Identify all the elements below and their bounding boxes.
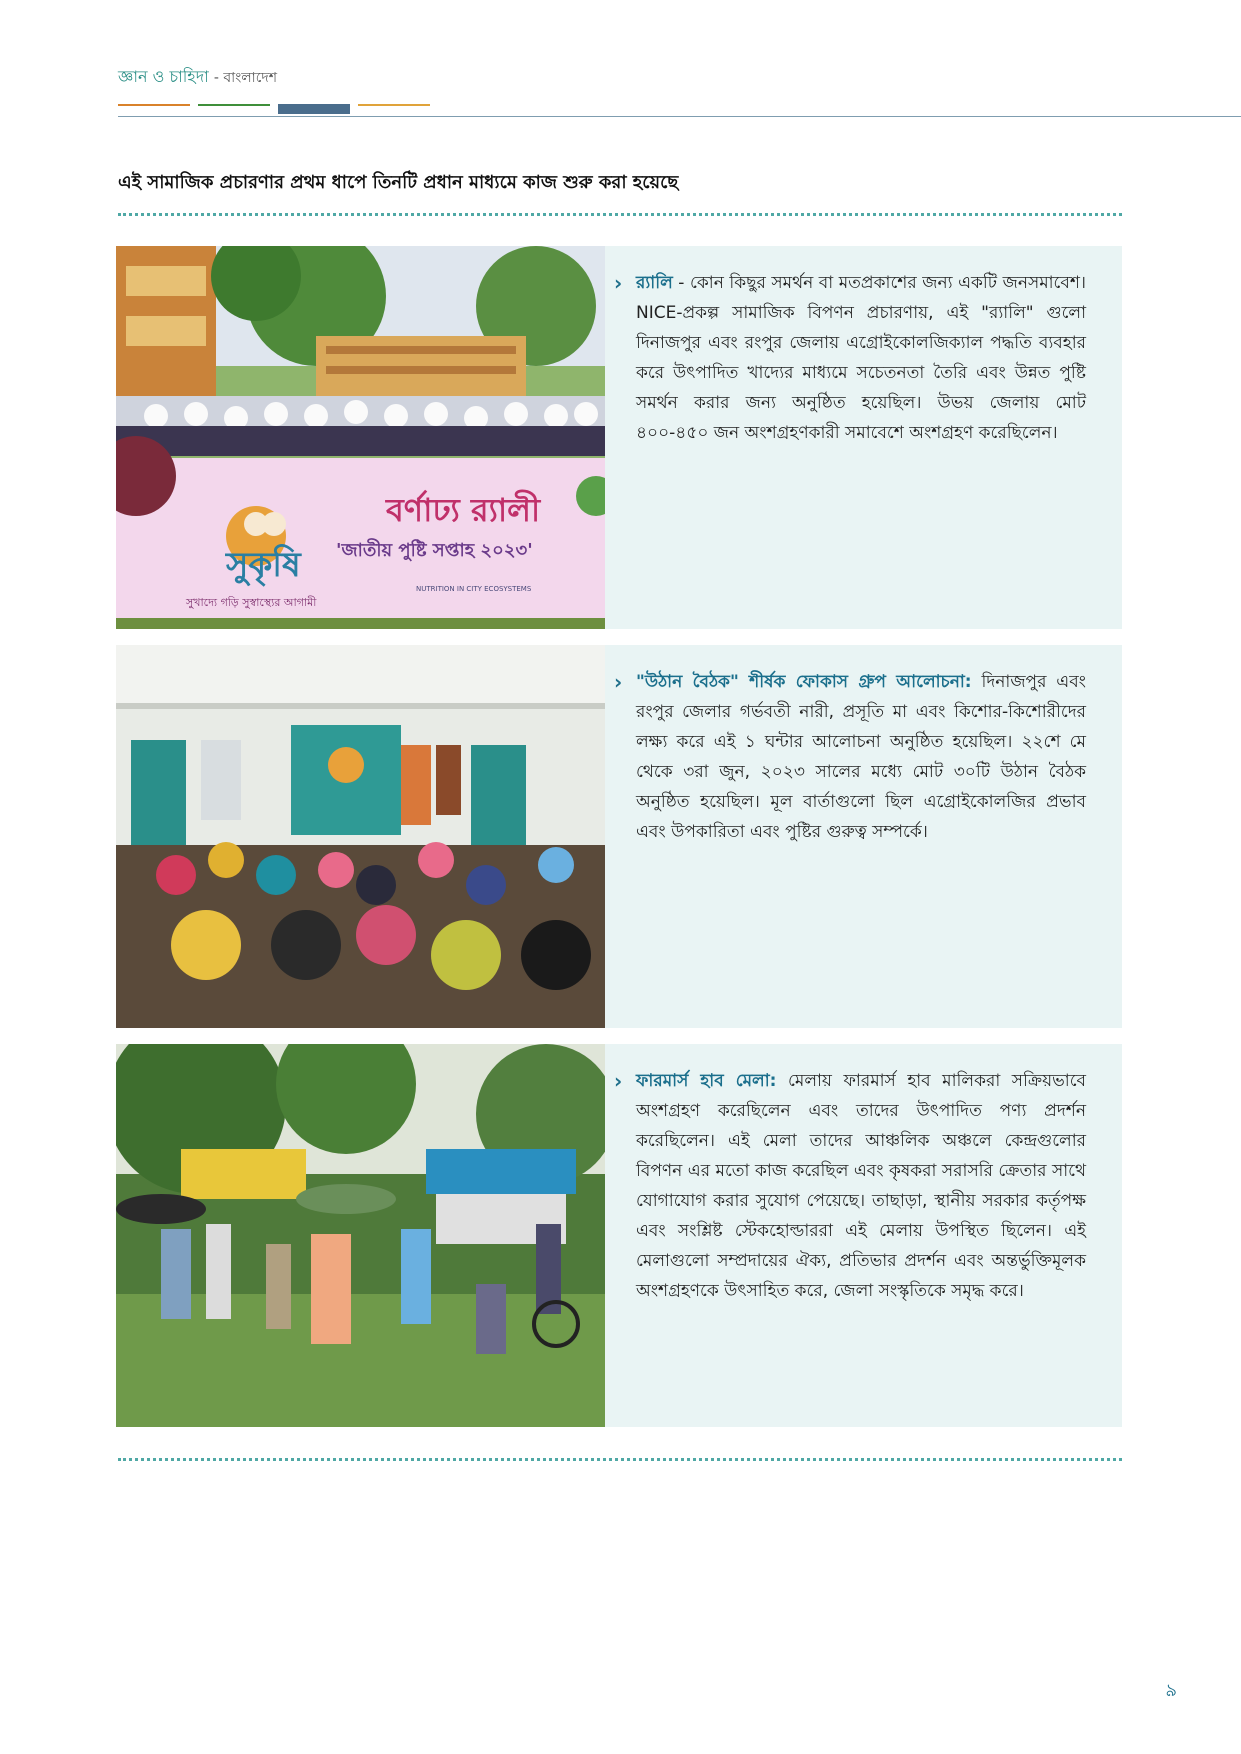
banner-partner: NUTRITION IN CITY ECOSYSTEMS [416,585,532,593]
rally-photo [116,246,605,629]
bullet-chevron-icon: › [614,670,623,694]
rally-lead: র‍্যালি [636,273,673,293]
section-heading: এই সামাজিক প্রচারণার প্রথম ধাপে তিনটি প্রধান মাধ্যমে কাজ শুরু করা হয়েছে [118,172,679,193]
banner-tagline: সুখাদ্যে গড়ি সুস্বাস্থ্যের আগামী [186,596,317,609]
fair-lead: ফারমার্স হাব মেলা: [636,1071,777,1091]
uthan-text [614,667,1086,847]
header-rule-green [198,104,270,106]
header-subtitle: - বাংলাদেশ [213,70,277,86]
rally-body: - কোন কিছুর সমর্থন বা মতপ্রকাশের জন্য একটি জনসমাবেশ। NICE-প্রকল্প সামাজিক বিপণন প্রচারণায়, এই "র‍্যালি" গুলো দিনাজপুর এবং রংপুর জেলায় এগ্রোইকোলজিক্যাল পদ্ধতি ব্যবহার করে উৎপাদিত খাদ্যের মাধ্যমে সচেতনতা তৈরি এবং উন্নত পুষ্টি সমর্থন করার জন্য অনুষ্ঠিত হয়েছিল। উভয় জেলায় মোট ৪০০-৪৫০ জন অংশগ্রহণকারী সমাবেশে অংশগ্রহণ করেছিলেন। [636,273,1086,443]
running-header [118,64,277,91]
header-rule-blue [278,104,350,114]
rally-section [116,246,1122,629]
banner-title: বর্ণাঢ্য র‍্যালী [386,491,541,529]
header-rule-orange [118,104,190,106]
banner-subtitle: 'জাতীয় পুষ্টি সপ্তাহ ২০২৩' [336,540,533,561]
dotted-divider-top [118,213,1122,216]
header-title: জ্ঞান ও চাহিদা [118,67,209,86]
meeting-photo [116,645,605,1028]
bullet-chevron-icon: › [614,1069,623,1093]
fair-body: মেলায় ফারমার্স হাব মালিকরা সক্রিয়ভাবে অংশগ্রহণ করেছিলেন এবং তাদের উৎপাদিত পণ্য প্রদর্শন করেছিলেন। এই মেলা তাদের আঞ্চলিক অঞ্চলে কেন্দ্রগুলোর বিপণন এর মতো কাজ করেছিল এবং কৃষকরা সরাসরি ক্রেতার সাথে যোগাযোগ করার সুযোগ পেয়েছে। তাছাড়া, স্থানীয় সরকার কর্তৃপক্ষ এবং সংশ্লিষ্ট স্টেকহোল্ডাররা এই মেলায় উপস্থিত ছিলেন। এই মেলাগুলো সম্প্রদায়ের ঐক্য, প্রতিভার প্রদর্শন এবং অন্তর্ভুক্তিমূলক অংশগ্রহণকে উৎসাহিত করে, জেলা সংস্কৃতিকে সমৃদ্ধ করে। [636,1071,1086,1301]
uthan-boithok-section [116,645,1122,1028]
uthan-body: দিনাজপুর এবং রংপুর জেলার গর্ভবতী নারী, প্রসূতি মা এবং কিশোর-কিশোরীদের লক্ষ্য করে এই ১ ঘন্টার আলোচনা অনুষ্ঠিত হয়েছিল। ২২শে মে থেকে ৩রা জুন, ২০২৩ সালের মধ্যে মোট ৩০টি উঠান বৈঠক অনুষ্ঠিত হয়েছিল। মূল বার্তাগুলো ছিল এগ্রোইকোলজির প্রভাব এবং উপকারিতা এবং পুষ্টির গুরুত্ব সম্পর্কে। [636,672,1086,842]
fair-text [614,1066,1086,1306]
header-rule-yellow [358,104,430,106]
dotted-divider-bottom [118,1458,1122,1461]
bullet-chevron-icon: › [614,271,623,295]
fair-photo [116,1044,605,1427]
banner-logo: সুকৃষি [226,545,301,585]
farmers-hub-section [116,1044,1122,1427]
header-rule-long [118,116,1241,117]
page-number: ৯ [1165,1680,1177,1701]
uthan-lead: "উঠান বৈঠক" শীর্ষক ফোকাস গ্রুপ আলোচনা: [636,672,972,692]
rally-text [614,268,1086,448]
